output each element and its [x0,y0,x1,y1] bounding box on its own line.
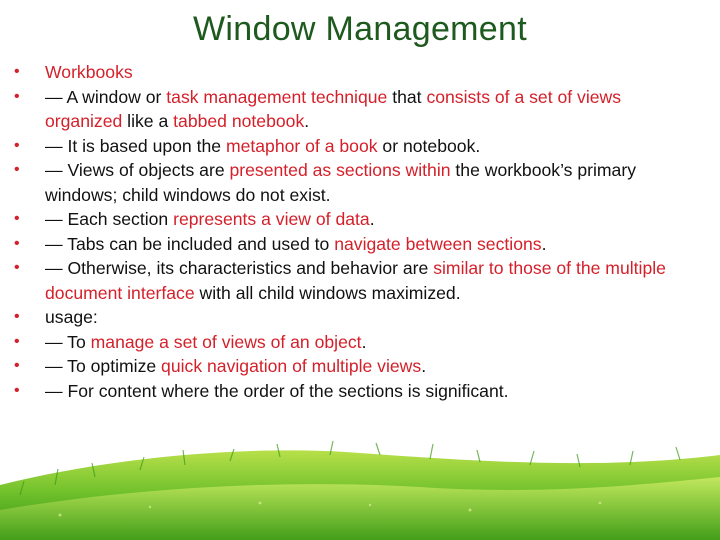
bullet-item [14,305,684,330]
body-text: with all child windows maximized. [194,282,461,303]
bullet-item [14,134,684,159]
bullet-dot-icon: • [14,87,20,105]
bullet-list [14,60,684,403]
bullet-dot-icon: • [14,332,20,350]
highlighted-text: metaphor of a book [225,135,378,156]
body-text: — To optimize [45,356,162,376]
body-text: — Views of objects are [45,160,230,180]
bullet-dot-icon: • [14,63,20,80]
body-text: . [541,233,547,254]
body-text: — For content where the order of the sections is significant. [45,380,509,401]
bullet-dot-icon: • [14,259,20,276]
body-text: usage: [45,307,98,327]
bullet-dot-icon: • [14,234,20,252]
body-text: — To [45,331,91,352]
bullet-item [14,207,684,232]
highlighted-text: presented as sections within [229,160,451,180]
body-text: . [369,209,375,229]
body-text: . [304,111,310,131]
highlighted-text: quick navigation of multiple views [161,356,422,376]
bullet-dot-icon: • [14,308,20,325]
body-text: . [361,331,367,352]
body-text: the workbook’s primary windows; child windows do not exist. [45,160,636,205]
bullet-item [14,85,684,134]
body-text: — Otherwise, its characteristics and behavior are [45,258,434,278]
body-text: or notebook. [377,135,481,156]
body-text: — Tabs can be included and used to [45,233,335,254]
bullet-dot-icon: • [14,381,20,399]
bullet-dot-icon: • [14,357,20,374]
highlighted-text: similar to those of the multiple document interface [45,258,666,303]
body-text: — It is based upon the [45,135,226,156]
bullet-item [14,330,684,355]
body-text: . [421,356,427,376]
highlighted-text: represents a view of data [173,209,370,229]
bullet-dot-icon: • [14,161,20,178]
body-text: — A window or [45,86,167,107]
highlighted-text: task management technique [166,86,388,107]
body-text: like a [122,111,174,131]
highlighted-text: tabbed notebook [173,111,305,131]
body-text: — Each section [45,209,174,229]
bullet-item [14,158,684,207]
bullet-dot-icon: • [14,210,20,227]
bullet-dot-icon: • [14,136,20,154]
bullet-item [14,232,684,257]
body-text: that [387,86,427,107]
bullet-item [14,256,684,305]
highlighted-text: navigate between sections [334,233,542,254]
grass-decoration [0,415,720,540]
bullet-item [14,60,684,85]
highlighted-text: manage a set of views of an object [90,331,362,352]
slide-title: Window Management [193,10,527,48]
highlighted-text: Workbooks [45,62,133,82]
highlighted-text: consists of a set of views organized [45,86,622,131]
bullet-item [14,379,684,404]
bullet-item [14,354,684,379]
